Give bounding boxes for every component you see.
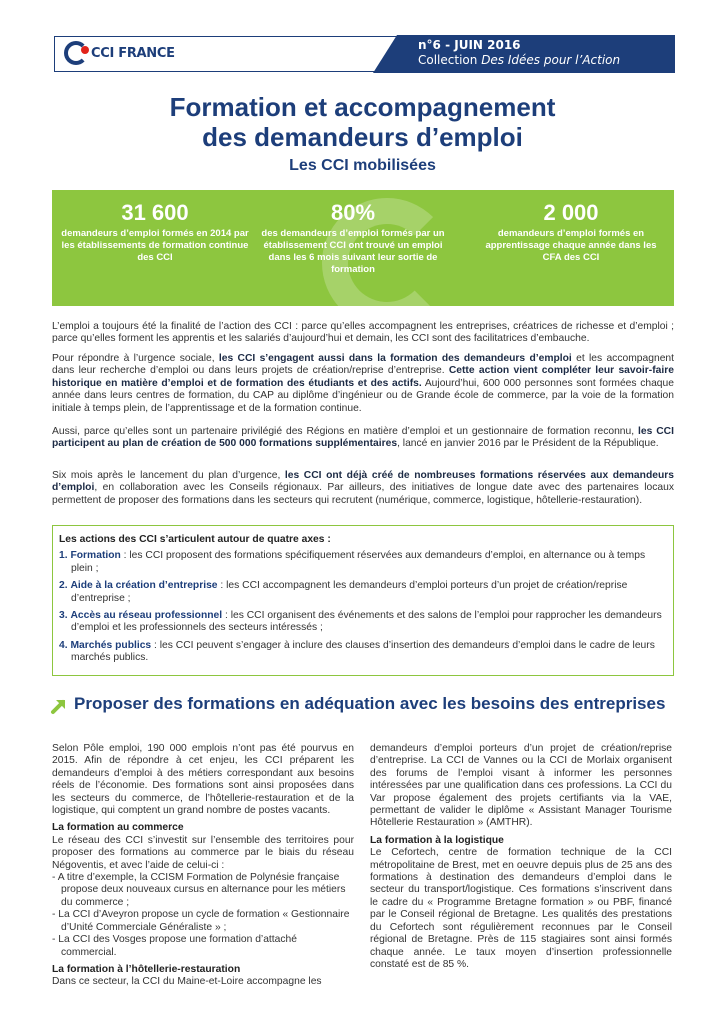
stat-value: 2 000 <box>543 200 599 225</box>
axis-item: 3. Accès au réseau professionnel : les CCI organisent des événements et des salons de l’emploi pour rapprocher les demandeurs d’emploi et les professionnels des secteurs intéressés ; <box>59 610 662 634</box>
axis-item: 1. Formation : les CCI proposent des formations spécifiquement réservées aux demandeurs d’emploi, en alternance ou à temps plein ; <box>59 550 646 574</box>
issue-number: n°6 - JUIN 2016 <box>418 38 521 52</box>
stat-trained-2014 <box>60 200 250 264</box>
stat-value: 31 600 <box>121 200 189 225</box>
axes-title: Les actions des CCI s’articulent autour de quatre axes : <box>59 534 331 545</box>
commerce-heading: La formation au commerce <box>52 822 184 834</box>
logistics-text: Le Cefortech, centre de formation technique de la CCI métropolitaine de Brest, met en oeuvre depuis plus de 25 ans des formations à destination des demandeurs d’emploi dans le secteur du transport/logistique. Ces formations s’inscrivent dans le cadre du « Programme Bretagne formation » ou PBF, financé par le Conseil régional de Bretagne. Les qualités des prestations du Cefortech sont régulièrement reconnues par le Conseil régional de Bretagne. Près de 115 stagiaires sont ainsi formés chaque année. Le taux moyen d’insertion professionnelle constaté est de 85 %. <box>370 847 672 970</box>
left-column <box>52 743 354 989</box>
intro-paragraph-1: L’emploi a toujours été la finalité de l’action des CCI : parce qu’elles accompagnent les entreprises, créatrices de richesse et d’emploi ; parce qu’elles forment les apprentis et les salariés d’aujourd’hui et demain, les CCI sont des facilitatrices d’embauche. <box>52 321 674 345</box>
hotel-heading: La formation à l’hôtellerie-restauration <box>52 963 241 975</box>
cci-logo-icon <box>64 41 88 65</box>
action-axes-box <box>52 525 674 676</box>
intro-paragraph-3: Aussi, parce qu’elles sont un partenaire privilégié des Régions en matière d’emploi et un gestionnaire de formation reconnu, les CCI participent au plan de création de 500 000 formations supplémentaires, lancé en janvier 2016 par le Président de la République. <box>52 426 674 450</box>
cci-france-logo[interactable] <box>64 38 184 68</box>
axis-item: 4. Marchés publics : les CCI peuvent s’engager à inclure des clauses d’insertion des demandeurs d’emploi dans le cadre de leurs marchés publics. <box>59 639 655 664</box>
commerce-text: Le réseau des CCI s’investit sur l’ensemble des territoires pour proposer des formations au commerce par le biais du réseau Négoventis, et avec l’aide de celui-ci : <box>52 834 354 871</box>
collection-label: Collection Des Idées pour l’Action <box>418 53 621 67</box>
logo-text: CCI FRANCE <box>91 45 175 61</box>
axis-item: 2. Aide à la création d’entreprise : les CCI accompagnent les demandeurs d’emploi porteurs d’un projet de création/reprise d’entreprise ; <box>59 580 628 604</box>
hotel-text-continued: demandeurs d’emploi porteurs d’un projet de création/reprise d’entreprise. La CCI de Vannes ou la CCI de Morlaix organisent des forums de l’emploi visant à informer les personnes intéressées par une qualification dans ces professions. La CCI du Var propose également des projets certifiants via la VAE, permettant de valider le diplôme « Assistant Manager Tourisme Hôtellerie Restauration » (AMTHR). <box>370 743 672 829</box>
key-figures-banner <box>52 190 674 306</box>
stat-label: demandeurs d’emploi formés en apprentissage chaque année dans les CFA des CCI <box>485 228 657 263</box>
hotel-text-start: Dans ce secteur, la CCI du Maine-et-Loire accompagne les <box>52 976 322 988</box>
collection-name: Des Idées pour l’Action <box>481 53 621 67</box>
section-intro: Selon Pôle emploi, 190 000 emplois n’ont pas été pourvus en 2015. Afin de répondre à cet enjeu, les CCI préparent les demandeurs d’emploi à des métiers correspondant aux besoins réels de l’économie. Des formations sont ainsi proposées dans les secteurs du commerce, de l’hôtellerie-restauration et de la logistique, qui comptent un grand nombre de postes vacants. <box>52 743 354 817</box>
intro-paragraph-4: Six mois après le lancement du plan d’urgence, les CCI ont déjà créé de nombreuses formations réservées aux demandeurs d’emploi, en collaboration avec les Conseils régionaux. Par ailleurs, des initiatives de longue date avec des partenaires locaux permettent de proposer des formations dans les secteurs qui recrutent (numérique, commerce, logistique, hôtellerie-restauration). <box>52 470 674 506</box>
list-item: - A titre d’exemple, la CCISM Formation de Polynésie française propose deux nouveaux cursus en alternance pour les métiers du commerce ; <box>52 872 346 908</box>
page-subtitle: Les CCI mobilisées <box>289 157 436 174</box>
page-title: Formation et accompagnement des demandeurs d’emploi <box>169 92 556 152</box>
intro-paragraph-2: Pour répondre à l’urgence sociale, les CCI s’engagent aussi dans la formation des demandeurs d’emploi et les accompagnent dans leur recherche d’emploi ou dans leurs projets de création/reprise d’entreprise. Cette action vient compléter leur savoir-faire historique en matière d’emploi et de formation des étudiants et des actifs. Aujourd’hui, 600 000 personnes sont formées chaque année dans leurs centres de formation, du CAP au diplôme d’ingénieur ou de Grande école de commerce, par la voie de la formation initiale à temps plein, de l’apprentissage et de la formation continue. <box>52 353 675 414</box>
stat-apprentices <box>476 200 666 264</box>
right-column <box>370 743 672 971</box>
stat-employment-rate <box>258 200 448 276</box>
arrow-up-right-icon <box>50 697 68 715</box>
section-title: Proposer des formations en adéquation avec les besoins des entreprises <box>74 694 666 713</box>
stat-label: demandeurs d’emploi formés en 2014 par les établissements de formation continue des CCI <box>61 228 249 263</box>
stat-label: des demandeurs d’emploi formés par un établissement CCI ont trouvé un emploi dans les 6 mois suivant leur sortie de formation <box>261 228 445 275</box>
stat-value: 80% <box>330 200 376 225</box>
list-item: - La CCI des Vosges propose une formation d’attaché commercial. <box>52 934 297 958</box>
list-item: - La CCI d’Aveyron propose un cycle de formation « Gestionnaire d’Unité Commerciale Généraliste » ; <box>52 909 350 933</box>
logistics-heading: La formation à la logistique <box>370 834 504 846</box>
